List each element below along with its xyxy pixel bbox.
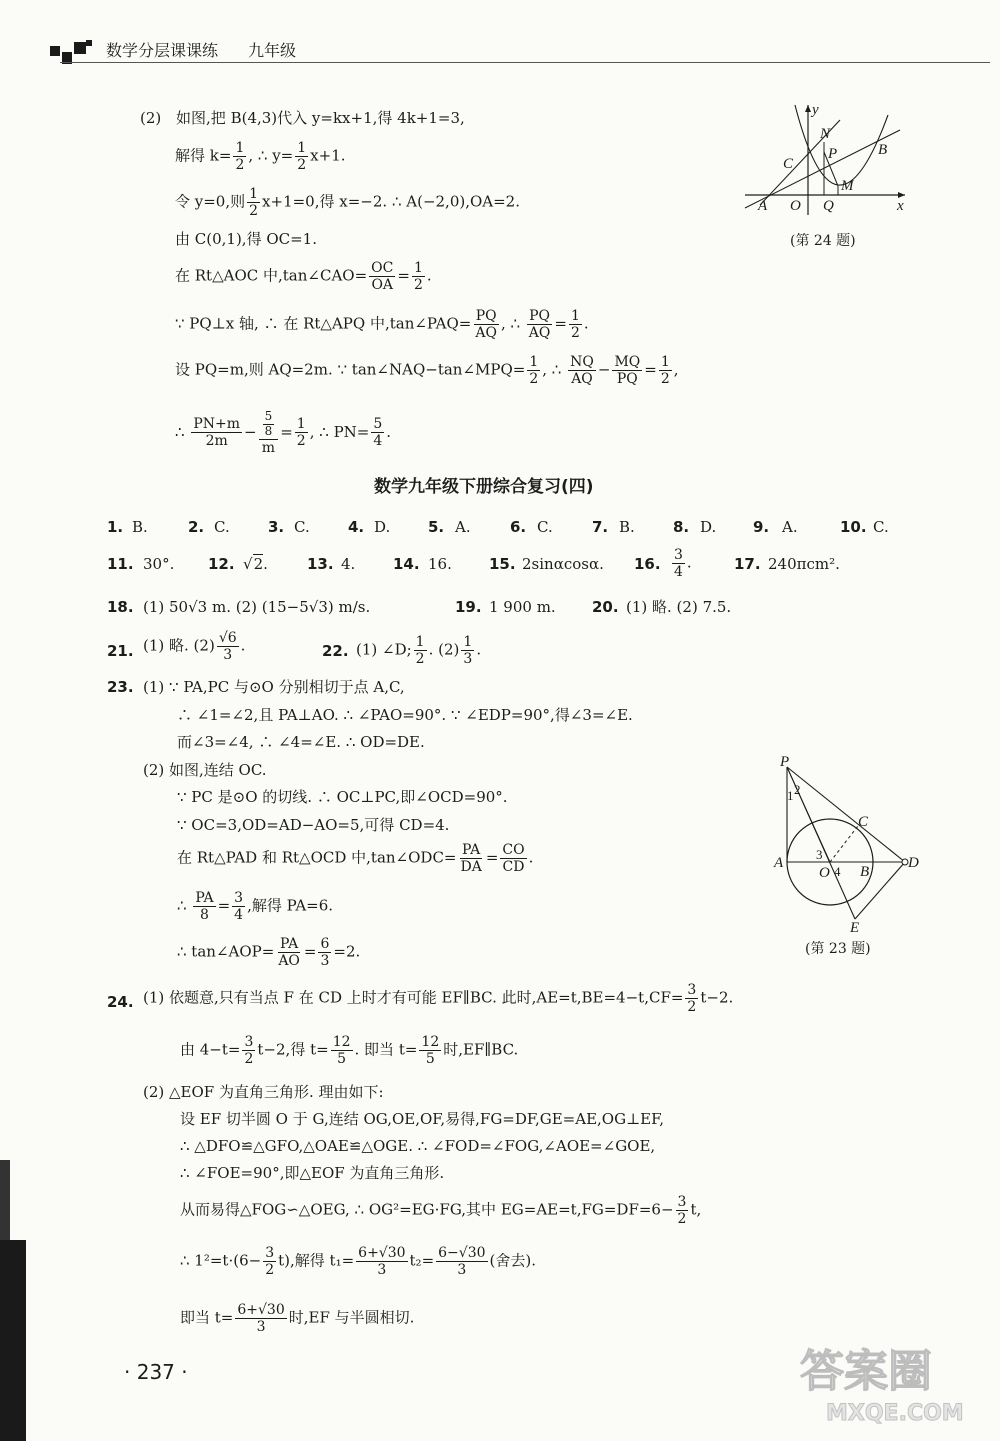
- q23-l3: 而∠3=∠4, ∴ ∠4=∠E. ∴ OD=DE.: [177, 733, 425, 751]
- fig24-label-n: N: [820, 126, 831, 142]
- fig23-label-2: 2: [794, 782, 801, 797]
- q24-l6: ∴ ∠FOE=90°,即△EOF 为直角三角形.: [180, 1164, 445, 1182]
- answer-21: (1) 略. (2) $\frac{√6}{3}$ .: [143, 630, 246, 664]
- prev-l2-a: 解得 k=: [175, 146, 232, 165]
- watermark-text: 答案圈: [800, 1346, 932, 1397]
- q24-l3: (2) △EOF 为直角三角形. 理由如下:: [143, 1083, 384, 1101]
- answer-14-num: 14.: [393, 555, 420, 573]
- prev-l8-a: ∴: [175, 422, 190, 441]
- answer-8-num: 8.: [673, 518, 690, 536]
- prev-l6-frac2: $\frac{PQ}{AQ}$: [528, 308, 551, 342]
- prev-l6-a: ∵ PQ⊥x 轴, ∴ 在 Rt△APQ 中,tan∠PAQ=: [175, 314, 472, 333]
- q24-l9: 即当 t= $\frac{6+√30}{3}$ 时,EF 与半圆相切.: [180, 1302, 415, 1336]
- q23-l5: ∵ PC 是⊙O 的切线. ∴ OC⊥PC,即∠OCD=90°.: [177, 788, 508, 806]
- answer-19: 1 900 m.: [489, 598, 556, 616]
- answer-6: C.: [537, 518, 553, 536]
- prev-l7-frac3: $\frac{MQ}{PQ}$: [614, 354, 641, 388]
- prev-l8-frac4: $\frac{5}{4}$: [373, 416, 383, 450]
- prev-l8-frac3: $\frac{1}{2}$: [296, 416, 306, 450]
- binding-edge-upper: [0, 1160, 10, 1240]
- answer-15: 2sinαcosα.: [522, 555, 604, 573]
- answer-4-num: 4.: [348, 518, 365, 536]
- q24-l4: 设 EF 切半圆 O 于 G,连结 OG,OE,OF,易得,FG=DF,GE=AE,OG⊥EF,: [180, 1110, 664, 1128]
- fig23-label-3: 3: [816, 847, 823, 862]
- page-number: · 237 ·: [124, 1360, 188, 1384]
- answer-11-num: 11.: [107, 555, 134, 573]
- binding-edge: [0, 1240, 26, 1441]
- fig24-label-a: A: [758, 198, 768, 214]
- fig23-label-d: D: [908, 855, 919, 871]
- q24-l2: 由 4−t= $\frac{3}{2}$ t−2,得 t= $\frac{12}{5}$ . 即当 t= $\frac{12}{5}$ 时,EF∥BC.: [180, 1034, 519, 1068]
- q23-l8: ∴ $\frac{PA}{8}$ = $\frac{3}{4}$ ,解得 PA=6.: [177, 890, 334, 924]
- fig23-label-4: 4: [834, 864, 841, 879]
- prev-l6-frac3: $\frac{1}{2}$: [570, 308, 580, 342]
- q23-l7: 在 Rt△PAD 和 Rt△OCD 中,tan∠ODC= $\frac{PA}{DA}$ = $\frac{CO}{CD}$ .: [177, 842, 534, 876]
- answer-5: A.: [455, 518, 471, 536]
- q23-num: 23.: [107, 678, 134, 696]
- fig24-label-c: C: [783, 156, 794, 172]
- prev-l7-a: 设 PQ=m,则 AQ=2m. ∵ tan∠NAQ−tan∠MPQ=: [175, 360, 526, 379]
- fig23-label-a: A: [774, 855, 784, 871]
- fig23-label-1: 1: [787, 788, 794, 803]
- prev-l8-frac1: $\frac{PN+m}{2m}$: [193, 416, 240, 450]
- answer-8: D.: [700, 518, 717, 536]
- prev-l7: 设 PQ=m,则 AQ=2m. ∵ tan∠NAQ−tan∠MPQ= $\frac{1}{2}$ , ∴ $\frac{NQ}{AQ}$ − $\frac{MQ}{PQ}$ = $\frac{1}{2}$ ,: [175, 354, 679, 388]
- prev-l3-a: 令 y=0,则: [175, 192, 246, 211]
- fig23-label-o: O: [819, 865, 830, 881]
- answer-22-num: 22.: [322, 642, 349, 660]
- prev-l8: ∴ $\frac{PN+m}{2m}$ − $\frac{\frac{5}{8}}{m}$ = $\frac{1}{2}$ , ∴ PN= $\frac{5}{4}$ .: [175, 409, 392, 456]
- prev-l2: [175, 140, 346, 173]
- q23-l4: (2) 如图,连结 OC.: [143, 761, 267, 779]
- prev-l2-frac1: $\frac{1}{2}$: [235, 140, 245, 174]
- prev-l7-frac1: $\frac{1}{2}$: [529, 354, 539, 388]
- answer-22: (1) ∠D; $\frac{1}{2}$ . (2) $\frac{1}{3}$ .: [356, 634, 482, 668]
- answer-2: C.: [214, 518, 230, 536]
- fig24-label-x: x: [897, 198, 904, 214]
- header-grade: 九年级: [248, 41, 297, 60]
- answer-4: D.: [374, 518, 391, 536]
- answer-3-num: 3.: [268, 518, 285, 536]
- q24-l7: 从而易得△FOG∽△OEG, ∴ OG²=EG·FG,其中 EG=AE=t,FG=DF=6− $\frac{3}{2}$ t,: [180, 1194, 702, 1228]
- prev-l1: [140, 111, 465, 126]
- answer-12-num: 12.: [208, 555, 235, 573]
- q23-l2: ∴ ∠1=∠2,且 PA⊥AO. ∴ ∠PAO=90°. ∵ ∠EDP=90°,得∠3=∠E.: [177, 706, 633, 724]
- prev-l2-b: , ∴ y=: [248, 146, 294, 165]
- answer-16-num: 16.: [634, 555, 661, 573]
- prev-l6-frac1: $\frac{PQ}{AQ}$: [475, 308, 497, 342]
- q23-l9: ∴ tan∠AOP= $\frac{PA}{AO}$ = $\frac{6}{3}$ =2.: [177, 936, 361, 970]
- q24-l8: ∴ 1²=t·(6− $\frac{3}{2}$ t),解得 t₁= $\frac{6+√30}{3}$ t₂= $\frac{6-√30}{3}$ (舍去).: [180, 1245, 536, 1279]
- answer-12: √2.: [243, 555, 268, 573]
- figure-24: [740, 100, 910, 220]
- prev-l4: 由 C(0,1),得 OC=1.: [175, 230, 317, 248]
- answer-5-num: 5.: [428, 518, 445, 536]
- answer-14: 16.: [428, 555, 452, 573]
- answer-15-num: 15.: [489, 555, 516, 573]
- answer-7: B.: [619, 518, 635, 536]
- answer-9-num: 9.: [753, 518, 770, 536]
- answer-13-num: 13.: [307, 555, 334, 573]
- prev-l6: ∵ PQ⊥x 轴, ∴ 在 Rt△APQ 中,tan∠PAQ= $\frac{PQ}{AQ}$ , ∴ $\frac{PQ}{AQ}$ = $\frac{1}{2}$ .: [175, 308, 589, 342]
- answer-3: C.: [294, 518, 310, 536]
- q24-l1: (1) 依题意,只有当点 F 在 CD 上时才有可能 EF∥BC. 此时,AE=t,BE=4−t,CF= $\frac{3}{2}$ t−2.: [143, 982, 734, 1016]
- answer-20-num: 20.: [592, 598, 619, 616]
- answer-16: $\frac{3}{4}$ .: [674, 547, 692, 581]
- answer-2-num: 2.: [188, 518, 205, 536]
- answer-17: 240πcm².: [768, 555, 840, 573]
- prev-l1-text: 如图,把 B(4,3)代入 y=kx+1,得 4k+1=3,: [176, 109, 465, 127]
- prev-l1-num: (2): [140, 109, 162, 127]
- answer-7-num: 7.: [592, 518, 609, 536]
- prev-l3: [175, 186, 520, 219]
- prev-l8-frac2: $\frac{\frac{5}{8}}{m}$: [259, 410, 279, 456]
- fig23-label-b: B: [860, 864, 870, 880]
- figure-23: [770, 752, 920, 932]
- prev-l5: 在 Rt△AOC 中,tan∠CAO= $\frac{OC}{OA}$ = $\frac{1}{2}$ .: [175, 260, 432, 294]
- fig24-label-m: M: [841, 178, 854, 194]
- fig23-label-c: C: [858, 814, 869, 830]
- answer-19-num: 19.: [455, 598, 482, 616]
- answer-10-num: 10.: [840, 518, 867, 536]
- fig24-label-p: P: [828, 146, 838, 162]
- figure-23-caption: (第 23 题): [805, 941, 871, 957]
- fig24-label-b: B: [878, 142, 888, 158]
- answer-18-num: 18.: [107, 598, 134, 616]
- answer-18: (1) 50√3 m. (2) (15−5√3) m/s.: [143, 598, 371, 616]
- prev-l5-frac2: $\frac{1}{2}$: [413, 260, 423, 294]
- q23-l6: ∵ OC=3,OD=AD−AO=5,可得 CD=4.: [177, 816, 450, 834]
- fig23-label-p: P: [780, 754, 790, 770]
- prev-l3-b: x+1=0,得 x=−2. ∴ A(−2,0),OA=2.: [262, 192, 520, 211]
- fig23-label-e: E: [850, 920, 860, 932]
- answer-9: A.: [782, 518, 798, 536]
- prev-l3-frac: $\frac{1}{2}$: [249, 186, 259, 220]
- answer-1: B.: [132, 518, 148, 536]
- answer-20: (1) 略. (2) 7.5.: [626, 598, 732, 616]
- q24-l5: ∴ △DFO≌△GFO,△OAE≌△OGE. ∴ ∠FOD=∠FOG,∠AOE=∠GOE,: [180, 1137, 656, 1155]
- header-book-title: 数学分层课课练: [106, 41, 219, 60]
- prev-l7-frac2: $\frac{NQ}{AQ}$: [570, 354, 594, 388]
- watermark-url: MXQE.COM: [826, 1401, 964, 1426]
- answer-11: 30°.: [143, 555, 175, 573]
- q24-num: 24.: [107, 993, 134, 1011]
- prev-l5-a: 在 Rt△AOC 中,tan∠CAO=: [175, 266, 368, 285]
- prev-l5-frac1: $\frac{OC}{OA}$: [371, 260, 394, 294]
- q23-l1: (1) ∵ PA,PC 与⊙O 分别相切于点 A,C,: [143, 678, 405, 696]
- header-divider: [60, 62, 990, 63]
- fig24-label-y: y: [812, 102, 819, 118]
- prev-l2-c: x+1.: [310, 146, 346, 165]
- answer-13: 4.: [341, 555, 356, 573]
- prev-l7-frac4: $\frac{1}{2}$: [660, 354, 670, 388]
- answer-1-num: 1.: [107, 518, 124, 536]
- fig24-label-o: O: [790, 198, 801, 214]
- fig24-label-q: Q: [823, 198, 834, 214]
- section-title: 数学九年级下册综合复习(四): [374, 477, 594, 497]
- figure-24-caption: (第 24 题): [790, 233, 856, 249]
- answer-17-num: 17.: [734, 555, 761, 573]
- answer-6-num: 6.: [510, 518, 527, 536]
- answer-10: C.: [873, 518, 889, 536]
- prev-l2-frac2: $\frac{1}{2}$: [297, 140, 307, 174]
- answer-21-num: 21.: [107, 642, 134, 660]
